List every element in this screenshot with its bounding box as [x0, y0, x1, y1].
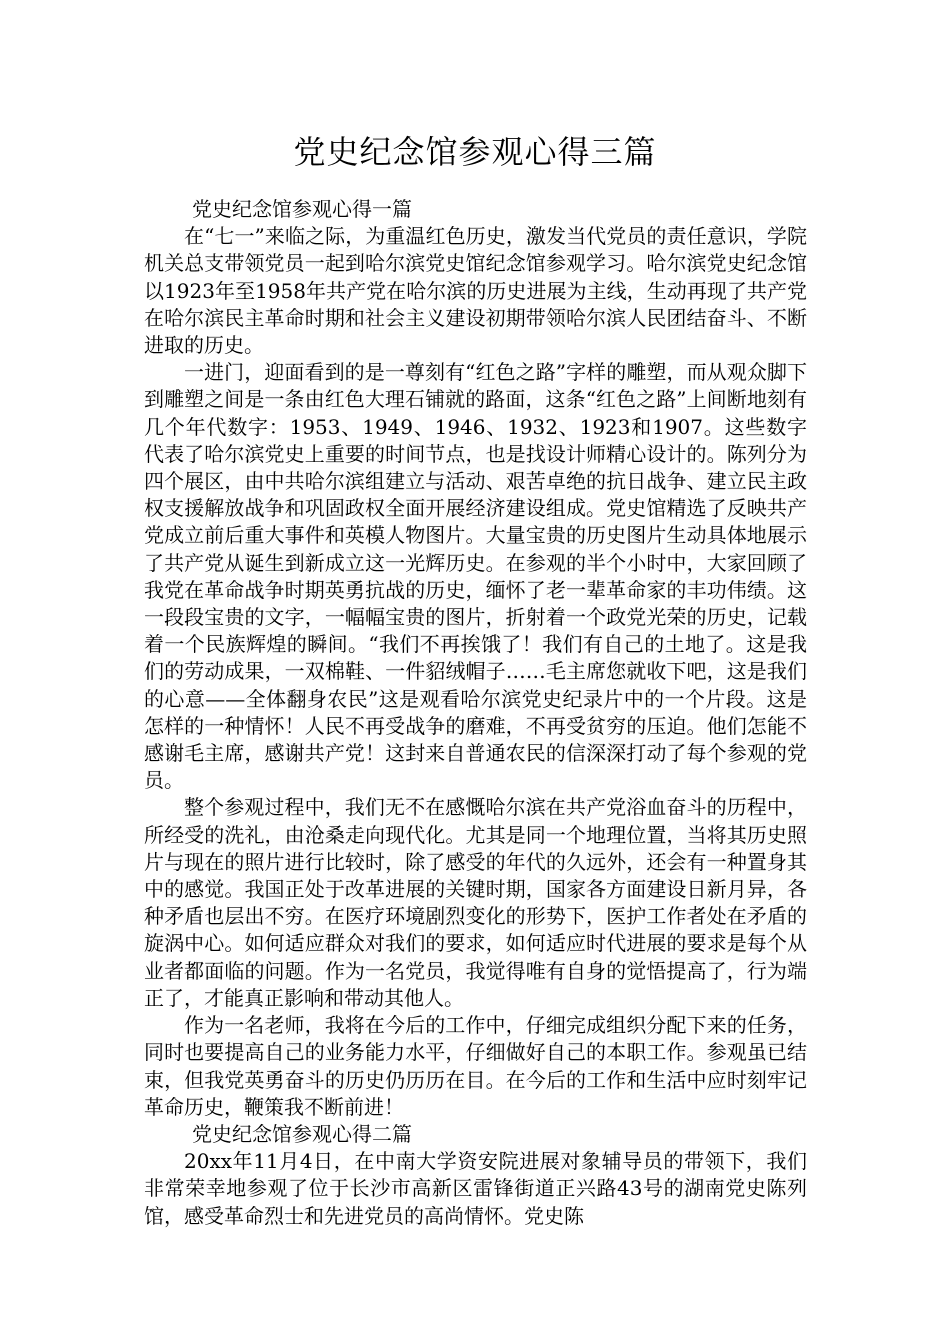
paragraph: 整个参观过程中，我们无不在感慨哈尔滨在共产党浴血奋斗的历程中，所经受的洗礼，由沧桑走向现代化。尤其是同一个地理位置，当将其历史照片与现在的照片进行比较时，除了感受的年代的久远外，还会有一种置身其中的感觉。我国正处于改革进展的关键时期，国家各方面建设日新月异，各种矛盾也层出不穷。在医疗环境剧烈变化的形势下，医护工作者处在矛盾的旋涡中心。如何适应群众对我们的要求，如何适应时代进展的要求是每个从业者都面临的问题。作为一名党员，我觉得唯有自身的觉悟提高了，行为端正了，才能真正影响和带动其他人。: [144, 795, 807, 1010]
document-title: 党史纪念馆参观心得三篇: [293, 133, 657, 171]
paragraph: 一进门，迎面看到的是一尊刻有“红色之路”字样的雕塑，而从观众脚下到雕塑之间是一条由红色大理石铺就的路面，这条“红色之路”上间断地刻有几个年代数字：1953、1949、1946、1932、1923和1907。这些数字代表了哈尔滨党史上重要的时间节点，也是找设计师精心设计的。陈列分为四个展区，由中共哈尔滨组建立与活动、艰苦卓绝的抗日战争、建立民主政权支援解放战争和巩固政权全面开展经济建设组成。党史馆精选了反映共产党成立前后重大事件和英模人物图片。大量宝贵的历史图片生动具体地展示了共产党从诞生到新成立这一光辉历史。在参观的半个小时中，大家回顾了我党在革命战争时期英勇抗战的历史，缅怀了老一辈革命家的丰功伟绩。这一段段宝贵的文字，一幅幅宝贵的图片，折射着一个政党光荣的历史，记载着一个民族辉煌的瞬间。“我们不再挨饿了！我们有自己的土地了。这是我们的劳动成果，一双棉鞋、一件貂绒帽子……毛主席您就收下吧，这是我们的心意——全体翻身农民”这是观看哈尔滨党史纪录片中的一个片段。这是怎样的一种情怀！人民不再受战争的磨难，不再受贫穷的压迫。他们怎能不感谢毛主席，感谢共产党！这封来自普通农民的信深深打动了每个参观的党员。: [144, 360, 807, 793]
paragraph: 在“七一”来临之际，为重温红色历史，激发当代党员的责任意识，学院机关总支带领党员一起到哈尔滨党史馆纪念馆参观学习。哈尔滨党史纪念馆以1923年至1958年共产党在哈尔滨的历史进展为主线，生动再现了共产党在哈尔滨民主革命时期和社会主义建设初期带领哈尔滨人民团结奋斗、不断进取的历史。: [144, 224, 807, 358]
paragraph: 20xx年11月4日，在中南大学资安院进展对象辅导员的带领下，我们非常荣幸地参观了位于长沙市高新区雷锋街道正兴路43号的湖南党史陈列馆，感受革命烈士和先进党员的高尚情怀。党史陈: [144, 1149, 807, 1228]
section-heading: 党史纪念馆参观心得二篇: [192, 1121, 412, 1146]
section-heading: 党史纪念馆参观心得一篇: [192, 197, 412, 221]
paragraph: 作为一名老师，我将在今后的工作中，仔细完成组织分配下来的任务，同时也要提高自己的业务能力水平，仔细做好自己的本职工作。参观虽已结束，但我党英勇奋斗的历史仍历历在目。在今后的工作和生活中应时刻牢记革命历史，鞭策我不断前进！: [144, 1013, 807, 1119]
document-body: [144, 196, 807, 1230]
